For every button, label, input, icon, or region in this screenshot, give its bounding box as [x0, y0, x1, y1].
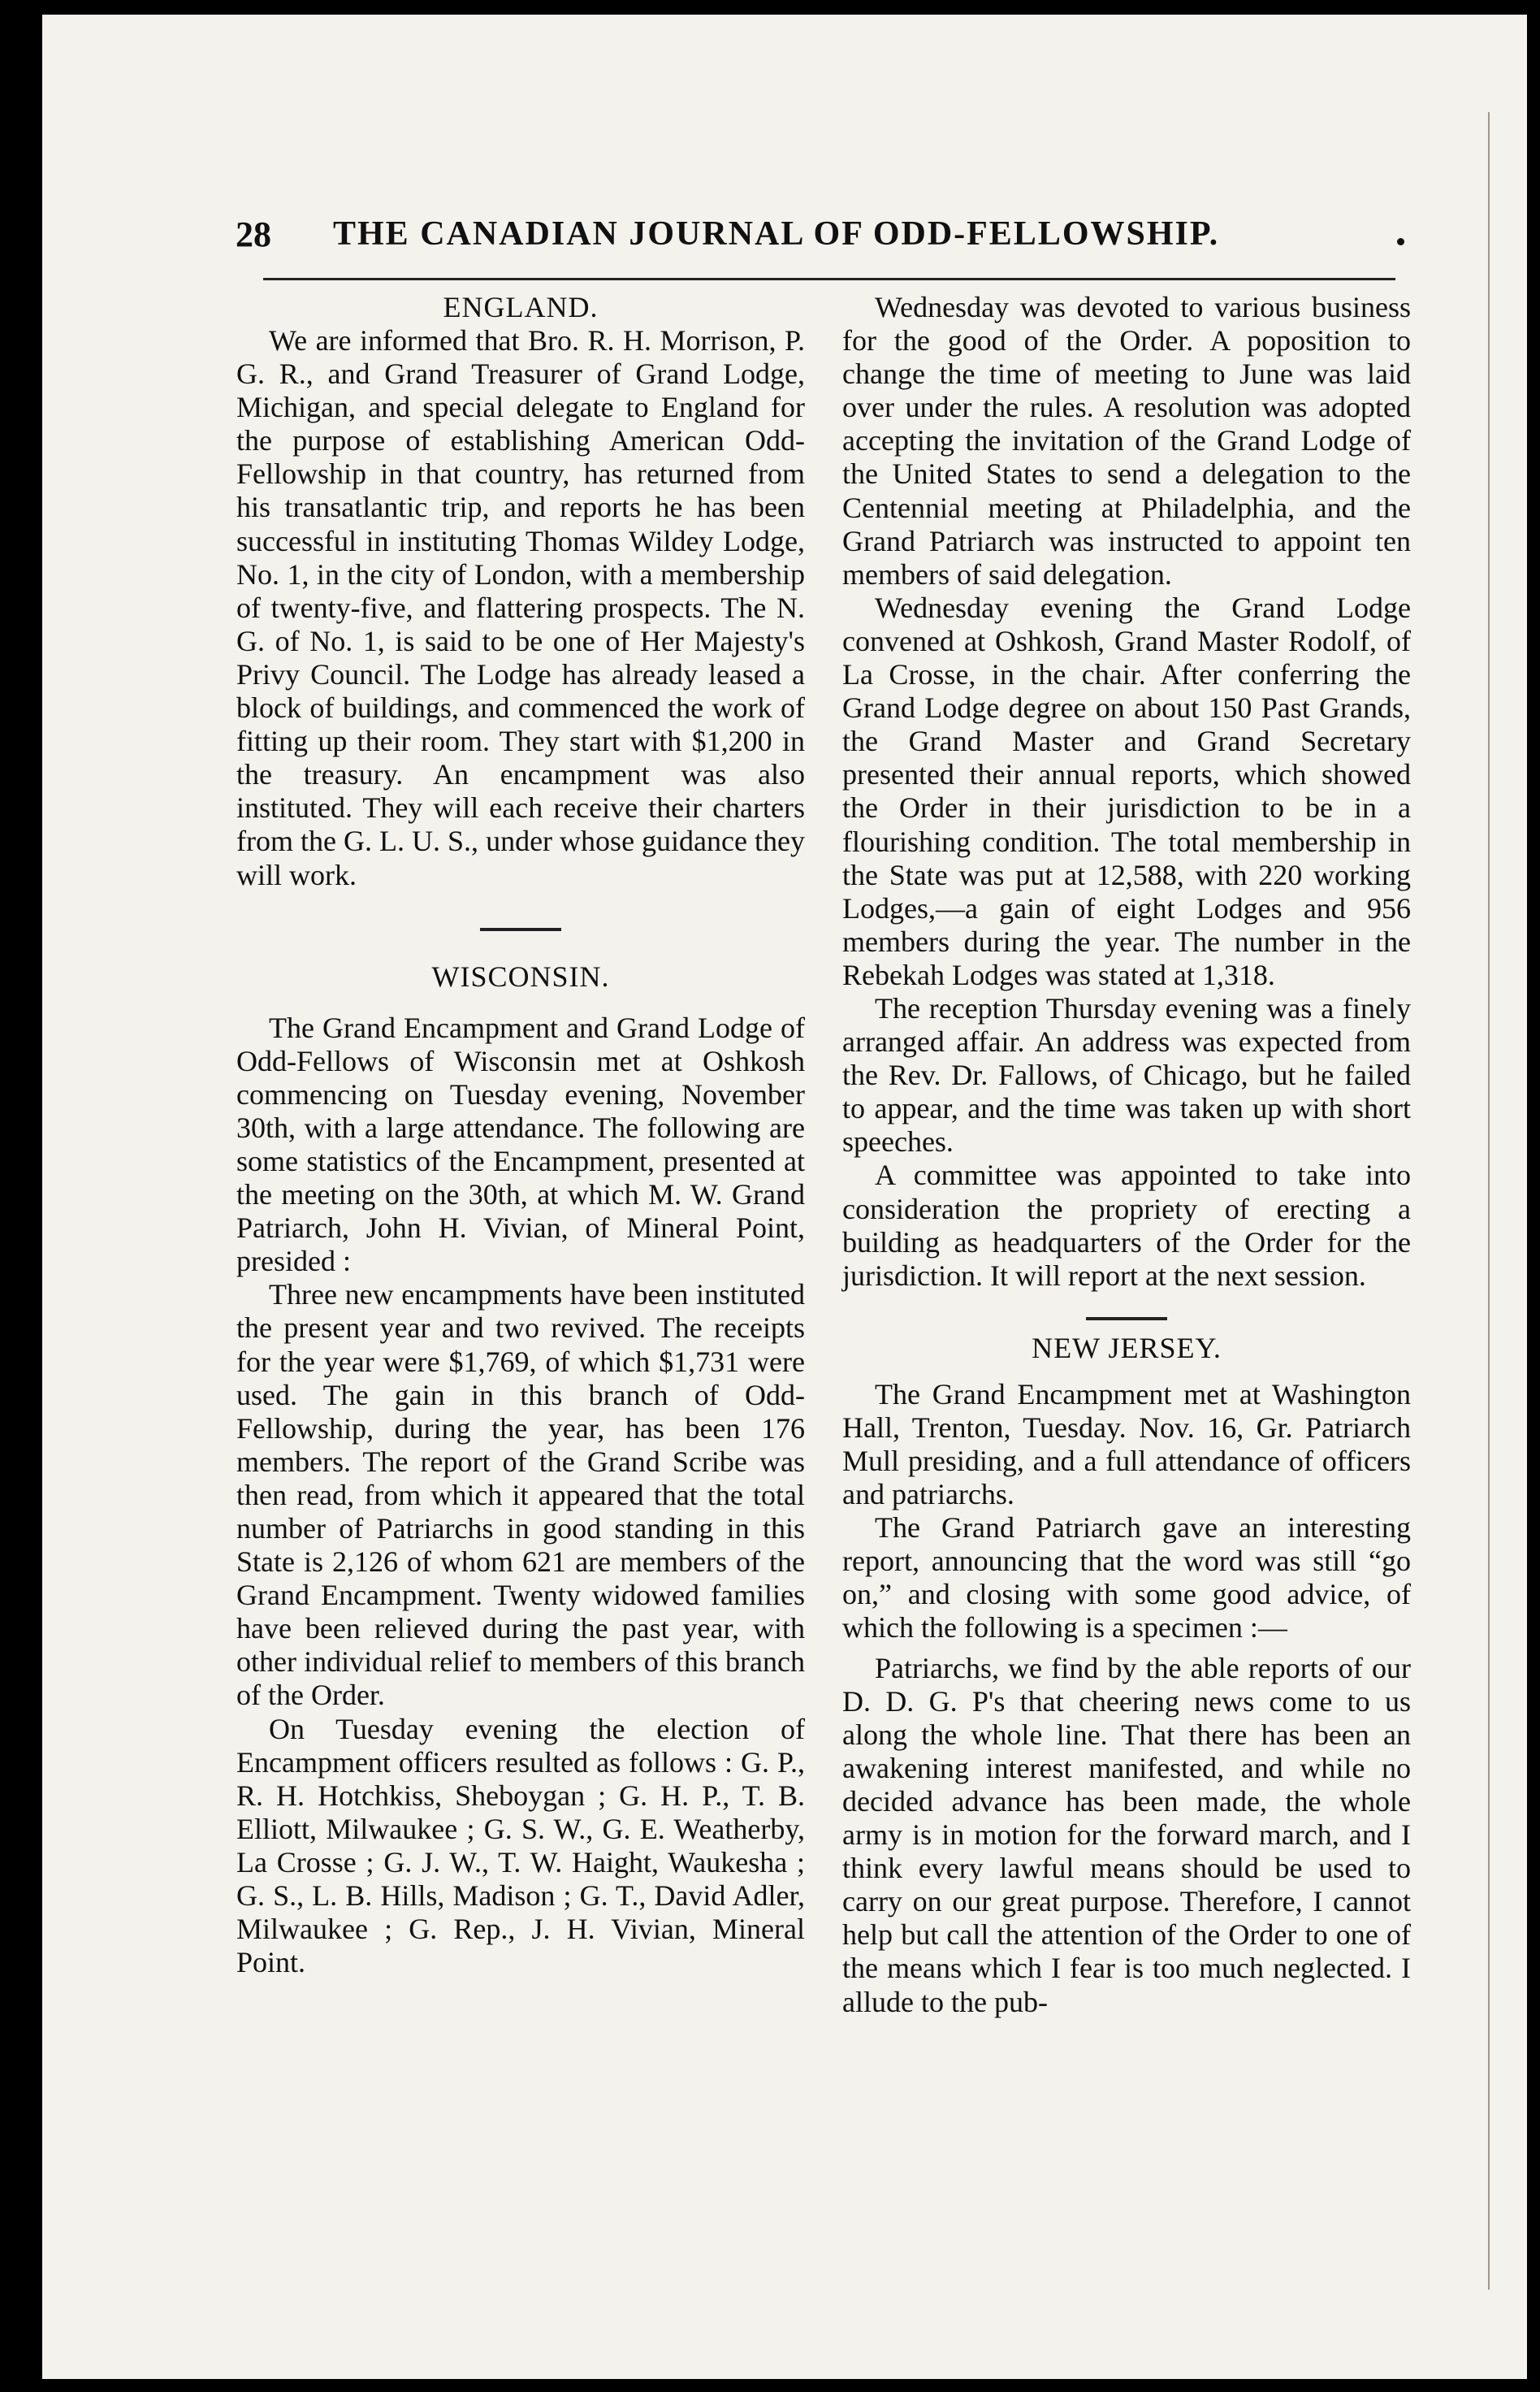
wisconsin-continued-paragraph: Wednesday evening the Grand Lodge convened at Oshkosh, Grand Master Rodolf, of La Crosse, in the chair. After conferring the Grand Lodge degree on about 150 Past Grands, the Grand Master and Grand Secretary presented their annual reports, which showed the Order in their jurisdiction to be in a flourishing condition. The total membership in the State was put at 12,588, with 220 working Lodges,—a gain of eight Lodges and 956 members during the year. The number in the Rebekah Lodges was stated at 1,318.	[842, 591, 1411, 991]
wisconsin-paragraph: Three new encampments have been instituted the present year and two revived. The receipts for the year were $1,769, of which $1,731 were used. The gain in this branch of Odd-Fellowship, during the year, has been 176 members. The report of the Grand Scribe was then read, from which it appeared that the total number of Patriarchs in good standing in this State is 2,126 of whom 621 are members of the Grand Encampment. Twenty widowed families have been relieved during the past year, with other individual relief to members of this branch of the Order.	[236, 1278, 805, 1712]
england-paragraph: We are informed that Bro. R. H. Morrison, P. G. R., and Grand Treasurer of Grand Lodge, Michigan, and special delegate to England for the purpose of establishing American Odd-Fellowship in that country, has returned from his transatlantic trip, and reports he has been successful in instituting Thomas Wildey Lodge, No. 1, in the city of London, with a membership of twenty-five, and flattering prospects. The N. G. of No. 1, is said to be one of Her Majesty's Privy Council. The Lodge has already leased a block of buildings, and commenced the work of fitting up their room. They start with $1,200 in the treasury. An encampment was also instituted. They will each receive their charters from the G. L. U. S., under whose guidance they will work.	[236, 324, 805, 891]
new-jersey-quoted-paragraph: Patriarchs, we find by the able reports of our D. D. G. P's that cheering news come to us along the whole line. That there has been an awakening interest manifested, and while no decided advance has been made, the whole army is in motion for the forward march, and I think every lawful means should be used to carry on our great purpose. Therefore, I cannot help but call the attention of the Order to one of the means which I fear is too much neglected. I allude to the pub-	[842, 1651, 1411, 2018]
wisconsin-continued-paragraph: The reception Thursday evening was a finely arranged affair. An address was expected from the Rev. Dr. Fallows, of Chicago, but he failed to appear, and the time was taken up with short speeches.	[842, 991, 1411, 1159]
right-column	[842, 291, 1411, 2019]
wisconsin-heading: WISCONSIN.	[431, 960, 610, 993]
wisconsin-paragraph: The Grand Encampment and Grand Lodge of Odd-Fellows of Wisconsin met at Oshkosh commencing on Tuesday evening, November 30th, with a large attendance. The following are some statistics of the Encampment, presented at the meeting on the 30th, at which M. W. Grand Patriarch, John H. Vivian, of Mineral Point, presided :	[236, 1011, 805, 1278]
wisconsin-continued-paragraph: Wednesday was devoted to various business for the good of the Order. A poposition to change the time of meeting to June was laid over under the rules. A resolution was adopted accepting the invitation of the Grand Lodge of the United States to send a delegation to the Centennial meeting at Philadelphia, and the Grand Patriarch was instructed to appoint ten members of said delegation.	[842, 291, 1411, 591]
wisconsin-continued-paragraph: A committee was appointed to take into consideration the propriety of erecting a building as headquarters of the Order for the jurisdiction. It will report at the next session.	[842, 1159, 1411, 1292]
page-number: 28	[236, 214, 271, 254]
running-title: THE CANADIAN JOURNAL OF ODD-FELLOWSHIP.	[333, 215, 1220, 253]
header-rule	[263, 278, 1395, 280]
journal-page	[42, 15, 1527, 2379]
header-dot	[1397, 238, 1404, 245]
page-header	[236, 210, 1413, 258]
left-column	[236, 291, 805, 1979]
new-jersey-heading: NEW JERSEY.	[1032, 1331, 1222, 1364]
new-jersey-paragraph: The Grand Patriarch gave an interesting report, announcing that the word was still “go on,” and closing with some good advice, of which the following is a specimen :—	[842, 1511, 1411, 1644]
page-edge-line	[1488, 112, 1490, 2290]
england-heading: ENGLAND.	[443, 291, 599, 323]
wisconsin-paragraph: On Tuesday evening the election of Encampment officers resulted as follows : G. P., R. H. Hotchkiss, Sheboygan ; G. H. P., T. B. Elliott, Milwaukee ; G. S. W., G. E. Weatherby, La Crosse ; G. J. W., T. W. Haight, Waukesha ; G. S., L. B. Hills, Madison ; G. T., David Adler, Milwaukee ; G. Rep., J. H. Vivian, Mineral Point.	[236, 1712, 805, 1979]
new-jersey-paragraph: The Grand Encampment met at Washington Hall, Trenton, Tuesday. Nov. 16, Gr. Patriarch Mull presiding, and a full attendance of officers and patriarchs.	[842, 1377, 1411, 1511]
